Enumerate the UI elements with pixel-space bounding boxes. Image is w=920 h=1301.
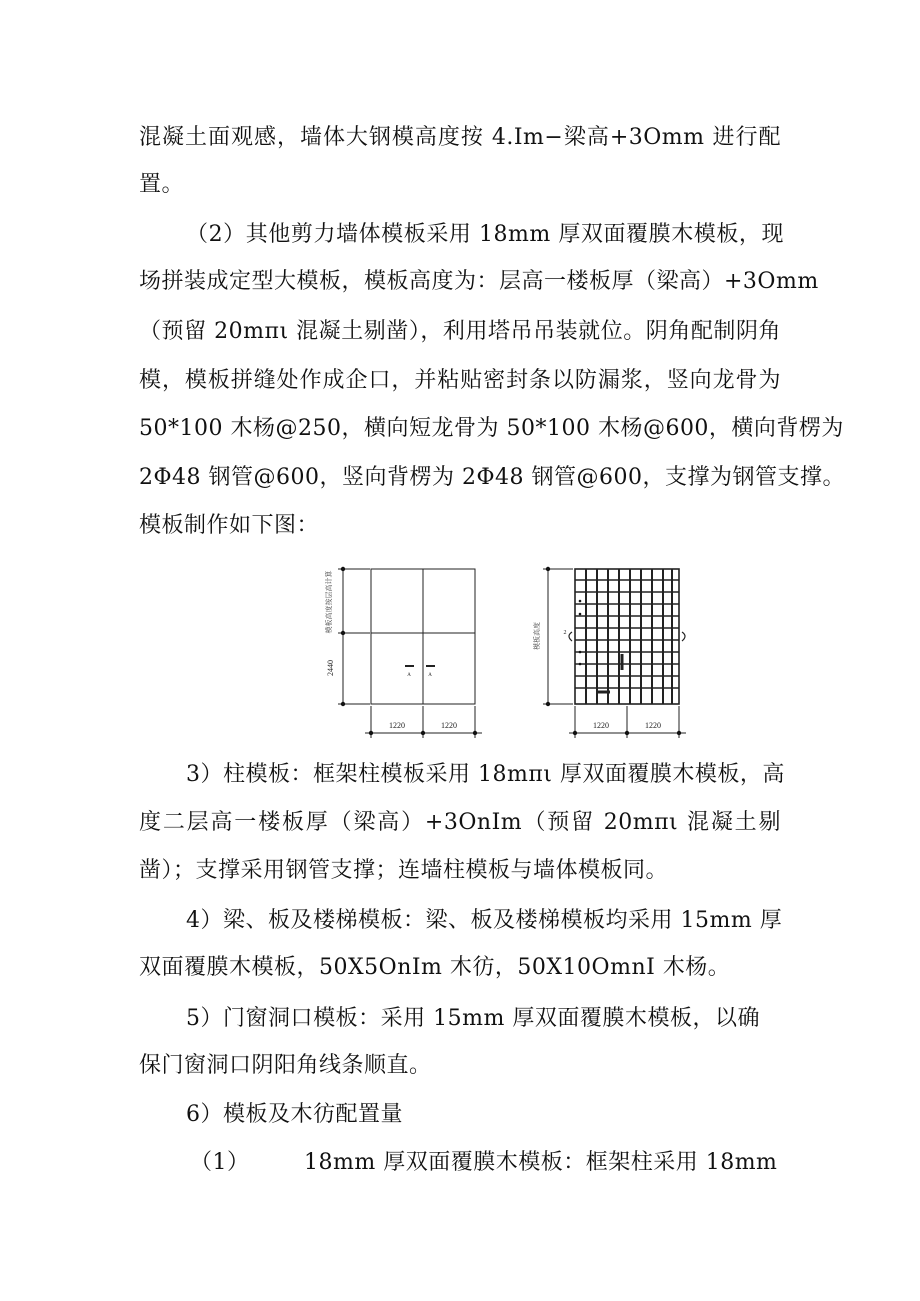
right-height-label: 模板高度	[533, 622, 541, 650]
p2-line-4: 模，模板拼缝处作成企口，并粘贴密封条以防漏浆，竖向龙骨为	[139, 368, 781, 393]
p7-number: （1）	[190, 1150, 250, 1175]
mark-a-1: A	[407, 673, 411, 678]
left-panel-drawing	[338, 569, 482, 738]
p1-line-2: 置。	[139, 172, 185, 197]
left-height-lower-label: 2440	[326, 660, 335, 676]
p4-line-1: 4）梁、板及楼梯模板：梁、板及楼梯模板均采用 15mm 厚	[186, 908, 783, 933]
p2-line-5: 50*100 木杨@250，横向短龙骨为 50*100 木杨@600，横向背楞为	[139, 416, 844, 441]
p2-line-3: （预留 20mπι 混凝土剔凿），利用塔吊吊装就位。阴角配制阴角	[139, 319, 781, 344]
p2-line-7: 模板制作如下图：	[139, 513, 320, 538]
p6-line-1: 6）模板及木彷配置量	[186, 1102, 403, 1127]
p2-line-2: 场拼装成定型大模板，模板高度为：层高一楼板厚（梁高）+3Omm	[139, 269, 819, 294]
p3-line-1: 3）柱模板：框架柱模板采用 18mπι 厚双面覆膜木模板，高	[186, 762, 785, 787]
right-panel-drawing	[543, 569, 686, 738]
p3-line-2: 度二层高一楼板厚（梁高）+3OnIm（预留 20mπι 混凝土剔	[139, 810, 781, 835]
p3-line-3: 凿）；支撑采用钢管支撑；连墙柱模板与墙体模板同。	[139, 858, 669, 883]
right-width-label-1: 1220	[593, 721, 609, 730]
formwork-diagram	[310, 556, 705, 746]
mark-2: 2	[563, 630, 567, 636]
left-width-label-2: 1220	[441, 721, 457, 730]
p2-line-6: 2Φ48 钢管@600，竖向背楞为 2Φ48 钢管@600，支撑为钢管支撑。	[139, 465, 846, 490]
p5-line-2: 保门窗洞口阴阳角线条顺直。	[139, 1053, 432, 1078]
right-width-label-2: 1220	[645, 721, 661, 730]
p2-line-1: （2）其他剪力墙体模板采用 18mm 厚双面覆膜木模板，现	[186, 222, 784, 247]
left-height-upper-label: 模板高度按层高计算	[325, 570, 333, 634]
p1-line-1: 混凝土面观感，墙体大钢模高度按 4.Im−梁高+3Omm 进行配	[139, 125, 781, 150]
left-width-label-1: 1220	[389, 721, 405, 730]
p4-line-2: 双面覆膜木模板，50X5OnIm 木彷，50X10OmnI 木杨。	[139, 955, 731, 980]
mark-a-2: A	[428, 673, 432, 678]
p7-text: 18mm 厚双面覆膜木模板：框架柱采用 18mm	[304, 1150, 778, 1175]
left-dimension-dots	[341, 567, 477, 735]
p5-line-1: 5）门窗洞口模板：采用 15mm 厚双面覆膜木模板，以确	[186, 1006, 760, 1031]
